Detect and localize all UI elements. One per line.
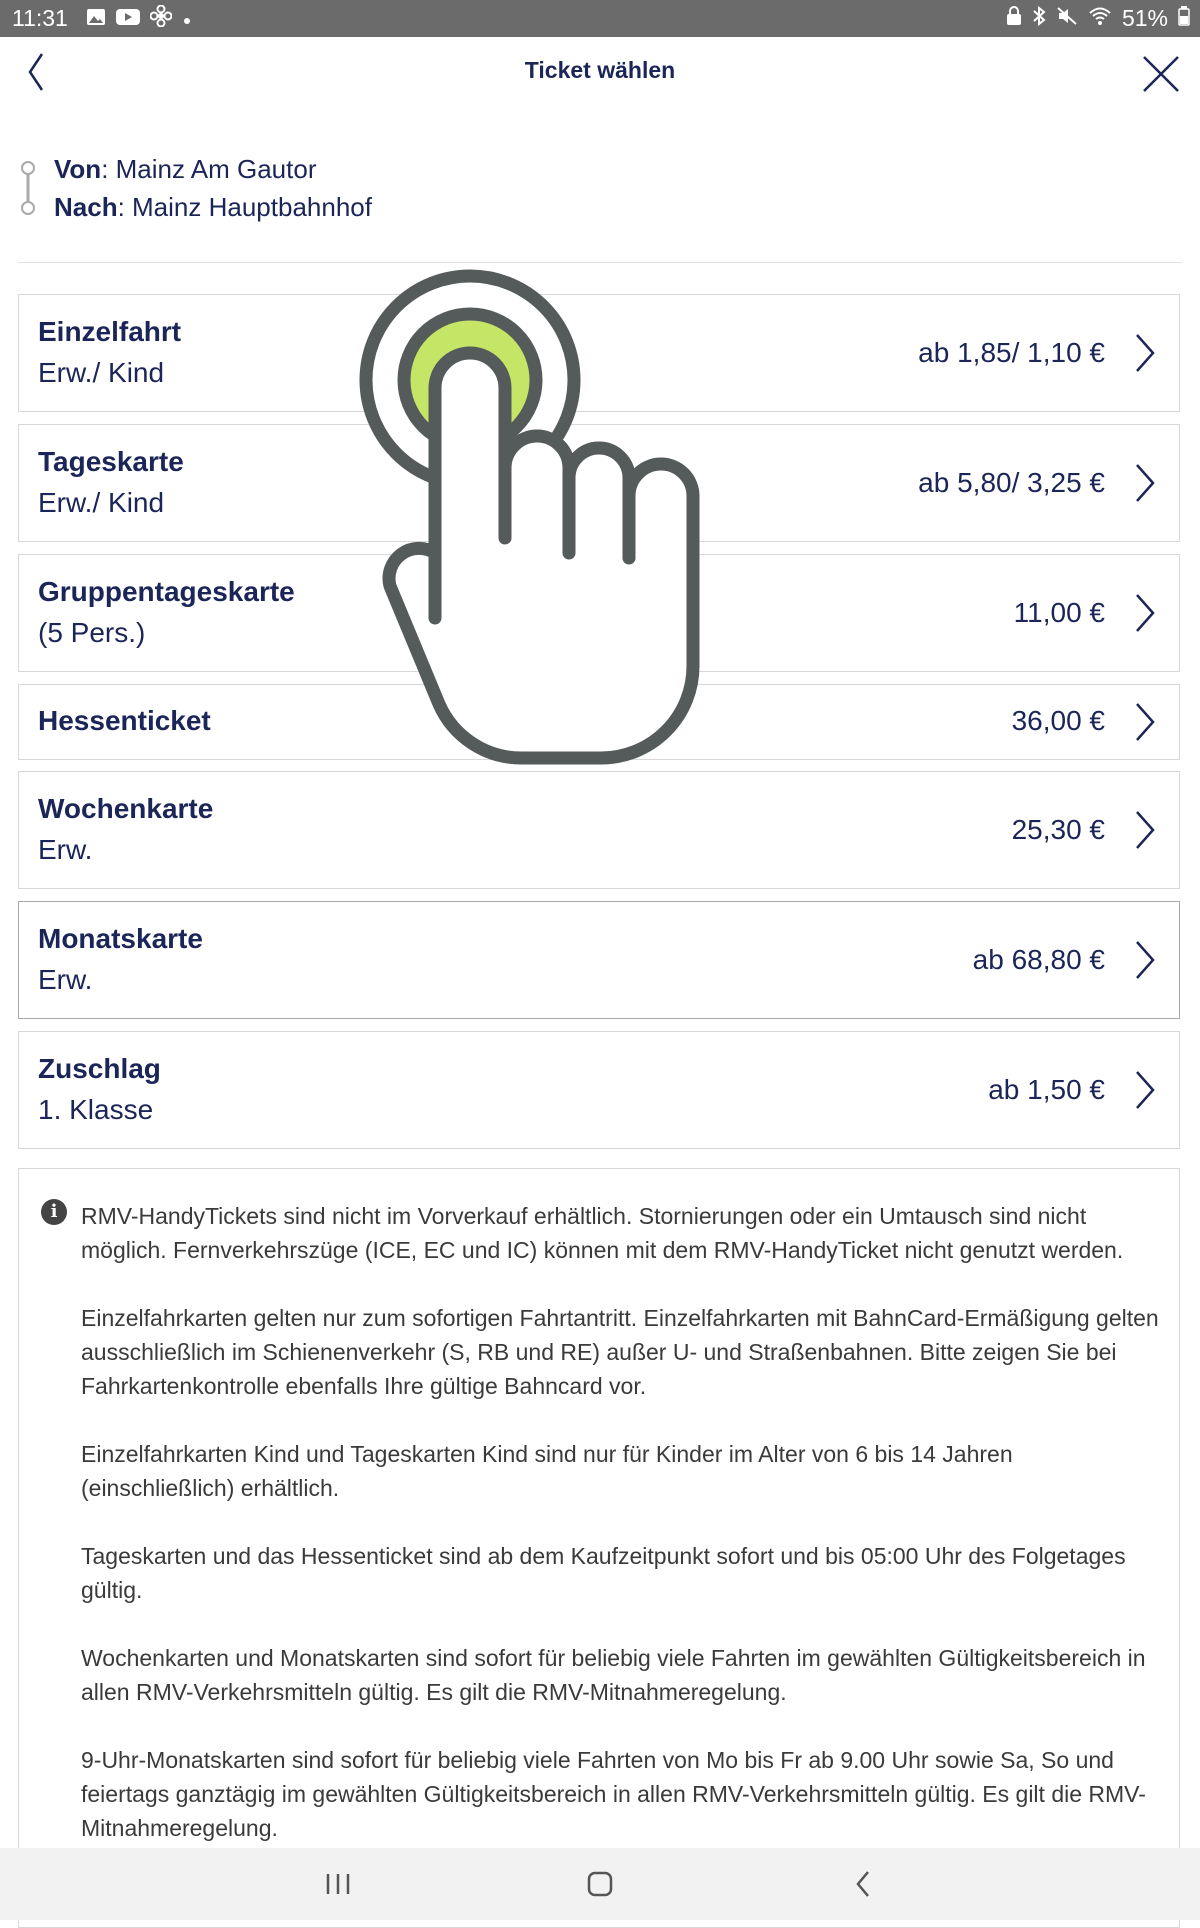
divider	[18, 262, 1182, 263]
app-header	[0, 37, 1200, 105]
mute-icon	[1056, 5, 1078, 32]
youtube-icon	[116, 5, 140, 32]
system-nav-bar	[0, 1848, 1200, 1920]
ticket-price: ab 68,80 €	[972, 944, 1105, 975]
ticket-price: ab 5,80/ 3,25 €	[918, 467, 1105, 498]
ticket-name: Einzelfahrt	[38, 316, 182, 347]
route-to	[54, 188, 1178, 226]
battery-percent: 51%	[1121, 5, 1168, 31]
ticket-item-zuschlag[interactable]	[18, 1031, 1180, 1149]
ticket-item-monatskarte[interactable]	[18, 901, 1180, 1019]
to-label: Nach	[54, 192, 118, 222]
ticket-subtitle: Erw./ Kind	[38, 487, 165, 518]
image-icon	[86, 5, 106, 32]
chevron-right-icon	[1133, 333, 1157, 373]
ticket-price: 36,00 €	[1011, 705, 1105, 736]
chevron-right-icon	[1133, 940, 1157, 980]
route-summary	[18, 150, 1178, 226]
battery-icon	[1178, 5, 1190, 32]
ticket-item-wochenkarte[interactable]	[18, 771, 1180, 889]
chevron-right-icon	[1133, 810, 1157, 850]
home-icon	[578, 1866, 622, 1902]
recent-apps-icon	[316, 1866, 360, 1902]
system-back-button[interactable]	[842, 1866, 886, 1902]
ticket-subtitle: 1. Klasse	[38, 1094, 154, 1125]
ticket-name: Hessenticket	[38, 705, 211, 736]
ticket-subtitle: Erw.	[38, 964, 93, 995]
dot-icon	[182, 5, 192, 32]
recent-apps-button[interactable]	[316, 1866, 360, 1902]
ticket-price: ab 1,50 €	[988, 1074, 1105, 1105]
home-button[interactable]	[578, 1866, 622, 1902]
tap-gesture-hand-icon	[355, 268, 725, 768]
ticket-name: Zuschlag	[38, 1053, 161, 1084]
ticket-price: 25,30 €	[1011, 814, 1105, 845]
ticket-name: Monatskarte	[38, 923, 203, 954]
close-button[interactable]	[1138, 51, 1184, 97]
lock-icon	[1006, 5, 1022, 32]
info-paragraph: Tageskarten und das Hessenticket sind ab dem Kaufzeitpunkt sofort und bis 05:00 Uhr des Folgetages gültig.	[81, 1543, 1126, 1603]
ticket-name: Gruppentageskarte	[38, 576, 295, 607]
ticket-subtitle: Erw.	[38, 834, 93, 865]
ticket-price: ab 1,85/ 1,10 €	[918, 337, 1105, 368]
back-arrow-icon	[842, 1866, 886, 1902]
fan-icon	[150, 5, 172, 33]
from-value: : Mainz Am Gautor	[101, 154, 317, 184]
ticket-subtitle: (5 Pers.)	[38, 617, 146, 648]
page-title: Ticket wählen	[524, 57, 676, 83]
ticket-subtitle: Erw./ Kind	[38, 357, 165, 388]
info-paragraph: Wochenkarten und Monatskarten sind sofort für beliebig viele Fahrten im gewählten Gültigkeitsbereich in allen RMV-Verkehrsmitteln gültig. Es gilt die RMV-Mitnahmeregelung.	[81, 1645, 1146, 1705]
ticket-price: 11,00 €	[1013, 597, 1105, 628]
info-icon: i	[41, 1199, 67, 1225]
close-icon	[1138, 51, 1184, 97]
chevron-right-icon	[1133, 593, 1157, 633]
info-paragraph: 9-Uhr-Monatskarten sind sofort für beliebig viele Fahrten von Mo bis Fr ab 9.00 Uhr sowie Sa, So und feiertags ganztägig im gewählten Gültigkeitsbereich in allen RMV-Verkehrsmitteln gültig. Es gilt die RMV-Mitnahmeregelung.	[81, 1747, 1146, 1841]
info-paragraph: Einzelfahrkarten gelten nur zum sofortigen Fahrtantritt. Einzelfahrkarten mit BahnCard-Ermäßigung gelten ausschließlich im Schienenverkehr (S, RB und RE) außer U- und Straßenbahnen. Bitte zeigen Sie bei Fahrkartenkontrolle ebenfalls Ihre gültige Bahncard vor.	[81, 1305, 1159, 1399]
chevron-right-icon	[1133, 463, 1157, 503]
status-time: 11:31	[12, 5, 68, 31]
route-connector-icon	[18, 160, 38, 218]
chevron-right-icon	[1133, 702, 1157, 742]
chevron-right-icon	[1133, 1070, 1157, 1110]
route-from	[54, 150, 1178, 188]
ticket-name: Tageskarte	[38, 446, 184, 477]
info-paragraph: Einzelfahrkarten Kind und Tageskarten Kind sind nur für Kinder im Alter von 6 bis 14 Jahren (einschließlich) erhältlich.	[81, 1441, 1013, 1501]
from-label: Von	[54, 154, 102, 184]
status-bar	[0, 0, 1200, 37]
info-box	[18, 1168, 1180, 1928]
ticket-name: Wochenkarte	[38, 793, 214, 824]
to-value: : Mainz Hauptbahnhof	[117, 192, 372, 222]
info-paragraph: RMV-HandyTickets sind nicht im Vorverkauf erhältlich. Stornierungen oder ein Umtausch sind nicht möglich. Fernverkehrszüge (ICE, EC und IC) können mit dem RMV-HandyTicket nicht genutzt werden.	[81, 1203, 1124, 1263]
wifi-icon	[1088, 5, 1112, 32]
bluetooth-icon	[1032, 5, 1046, 32]
